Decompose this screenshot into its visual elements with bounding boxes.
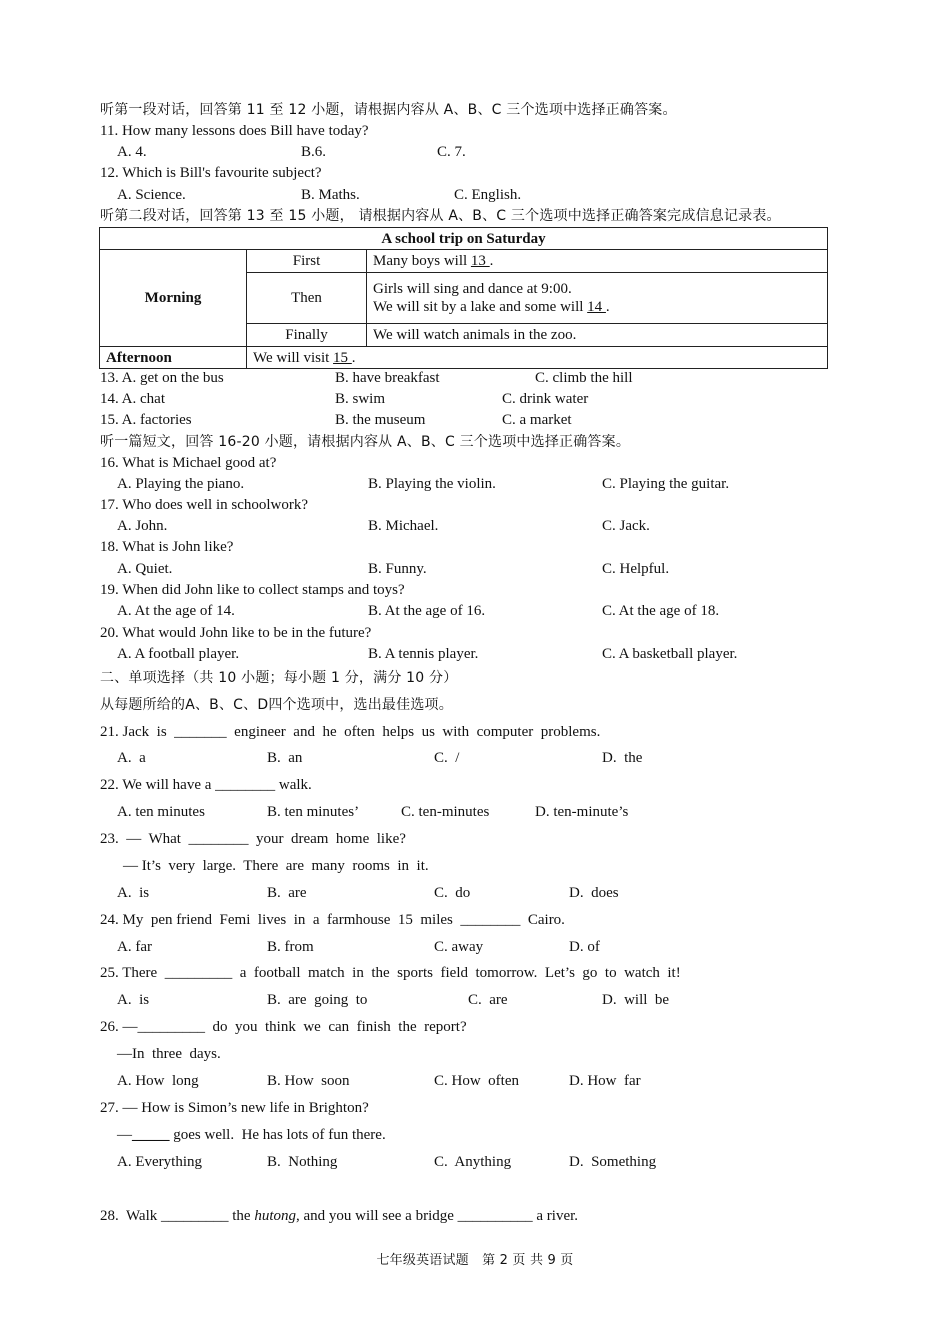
page-footer: 七年级英语试题 第 2 页 共 9 页 — [376, 1253, 574, 1268]
period: . — [605, 299, 610, 315]
period: . — [489, 253, 494, 269]
table-finally-label: Finally — [247, 324, 367, 347]
q11-option-c[interactable]: C. 7. — [437, 144, 466, 160]
q25-option-a[interactable]: A. is — [117, 992, 150, 1008]
q26-option-b[interactable]: B. How soon — [267, 1073, 350, 1089]
q22-option-d[interactable]: D. ten-minute’s — [535, 804, 629, 820]
q13-option-a[interactable]: 13. A. get on the bus — [100, 370, 224, 386]
q12-option-c[interactable]: C. English. — [454, 187, 522, 203]
blank-14[interactable]: 14 — [587, 299, 606, 315]
q21-option-a[interactable]: A. a — [117, 750, 146, 766]
q27-option-d[interactable]: D. Something — [569, 1154, 657, 1170]
q26-reply: —In three days. — [117, 1046, 221, 1062]
q24-option-a[interactable]: A. far — [117, 939, 152, 955]
table-title: A school trip on Saturday — [100, 228, 828, 250]
q27-option-b[interactable]: B. Nothing — [267, 1154, 338, 1170]
q28-text-pre: 28. Walk _________ the — [100, 1208, 255, 1224]
blank-15[interactable]: 15 — [333, 349, 352, 366]
section2-instructions: 听第二段对话，回答第 13 至 15 小题， 请根据内容从 A、B、C 三个选项中选择正确答案完成信息记录表。 — [100, 208, 781, 224]
q23-option-a[interactable]: A. is — [117, 885, 150, 901]
section3-instructions: 听一篇短文，回答 16-20 小题，请根据内容从 A、B、C 三个选项中选择正确答案。 — [100, 434, 631, 450]
q20-option-b[interactable]: B. A tennis player. — [368, 646, 479, 662]
q21-option-b[interactable]: B. an — [267, 750, 303, 766]
q19-option-a[interactable]: A. At the age of 14. — [117, 603, 235, 619]
q19-option-c[interactable]: C. At the age of 18. — [602, 603, 720, 619]
q22-option-c[interactable]: C. ten-minutes — [401, 804, 490, 820]
q14-option-c[interactable]: C. drink water — [502, 391, 589, 407]
q23-option-d[interactable]: D. does — [569, 885, 619, 901]
q17-stem: 17. Who does well in schoolwork? — [100, 497, 309, 513]
q17-option-a[interactable]: A. John. — [117, 518, 168, 534]
table-first-cell — [367, 250, 828, 273]
q23-option-c[interactable]: C. do — [434, 885, 471, 901]
q18-option-a[interactable]: A. Quiet. — [117, 561, 173, 577]
q13-option-c[interactable]: C. climb the hill — [535, 370, 633, 386]
q27-blank[interactable]: _____ — [132, 1127, 170, 1143]
q27-reply-dash: — — [117, 1127, 132, 1143]
q16-option-c[interactable]: C. Playing the guitar. — [602, 476, 730, 492]
q24-option-c[interactable]: C. away — [434, 939, 484, 955]
q23-stem: 23. — What ________ your dream home like? — [100, 831, 406, 847]
q28-text-post: , and you will see a bridge __________ a river. — [296, 1208, 579, 1224]
q11-stem: 11. How many lessons does Bill have today? — [100, 123, 369, 139]
q21-option-d[interactable]: D. the — [602, 750, 643, 766]
table-finally-text: We will watch animals in the zoo. — [367, 324, 828, 347]
table-then-label: Then — [247, 273, 367, 324]
school-trip-table — [99, 227, 828, 369]
q27-stem: 27. — How is Simon’s new life in Brighton? — [100, 1100, 369, 1116]
q25-option-d[interactable]: D. will be — [602, 992, 670, 1008]
table-then-line2: We will sit by a lake and some will — [373, 299, 584, 315]
table-then-line1: Girls will sing and dance at 9:00. — [373, 281, 572, 297]
q16-option-b[interactable]: B. Playing the violin. — [368, 476, 496, 492]
q26-option-a[interactable]: A. How long — [117, 1073, 199, 1089]
q25-option-b[interactable]: B. are going to — [267, 992, 368, 1008]
q24-option-d[interactable]: D. of — [569, 939, 600, 955]
q20-option-a[interactable]: A. A football player. — [117, 646, 240, 662]
table-first-label: First — [247, 250, 367, 273]
q18-option-c[interactable]: C. Helpful. — [602, 561, 670, 577]
q22-option-b[interactable]: B. ten minutes’ — [267, 804, 360, 820]
q16-stem: 16. What is Michael good at? — [100, 455, 277, 471]
q11-option-a[interactable]: A. 4. — [117, 144, 147, 160]
table-then-cell — [367, 273, 828, 324]
q13-option-b[interactable]: B. have breakfast — [335, 370, 440, 386]
blank-13[interactable]: 13 — [470, 253, 490, 269]
q27-option-c[interactable]: C. Anything — [434, 1154, 512, 1170]
q26-stem: 26. —_________ do you think we can finish the report? — [100, 1019, 467, 1035]
q27-reply-text: goes well. He has lots of fun there. — [169, 1127, 386, 1143]
table-afternoon-label: Afternoon — [100, 347, 247, 369]
period: . — [351, 349, 356, 366]
q14-option-b[interactable]: B. swim — [335, 391, 386, 407]
q21-stem: 21. Jack is _______ engineer and he often helps us with computer problems. — [100, 724, 601, 740]
q18-option-b[interactable]: B. Funny. — [368, 561, 427, 577]
table-afternoon-text: We will visit — [253, 349, 330, 366]
section1-instructions: 听第一段对话，回答第 11 至 12 小题，请根据内容从 A、B、C 三个选项中选择正确答案。 — [100, 102, 677, 118]
q15-option-c[interactable]: C. a market — [502, 412, 572, 428]
q23-reply: — It’s very large. There are many rooms in it. — [123, 858, 429, 874]
q27-option-a[interactable]: A. Everything — [117, 1154, 202, 1170]
q12-option-a[interactable]: A. Science. — [117, 187, 186, 203]
table-first-text: Many boys will — [373, 253, 468, 269]
q20-stem: 20. What would John like to be in the future? — [100, 625, 372, 641]
q21-option-c[interactable]: C. / — [434, 750, 460, 766]
grammar-instructions: 从每题所给的A、B、C、D四个选项中，选出最佳选项。 — [100, 697, 453, 713]
q17-option-b[interactable]: B. Michael. — [368, 518, 439, 534]
q15-option-b[interactable]: B. the museum — [335, 412, 426, 428]
table-morning-label: Morning — [100, 250, 247, 347]
q11-option-b[interactable]: B.6. — [301, 144, 327, 160]
grammar-heading: 二、单项选择（共 10 小题；每小题 1 分，满分 10 分） — [100, 670, 458, 686]
q12-option-b[interactable]: B. Maths. — [301, 187, 360, 203]
q17-option-c[interactable]: C. Jack. — [602, 518, 650, 534]
q24-stem: 24. My pen friend Femi lives in a farmhouse 15 miles ________ Cairo. — [100, 912, 565, 928]
q22-option-a[interactable]: A. ten minutes — [117, 804, 205, 820]
q23-option-b[interactable]: B. are — [267, 885, 307, 901]
q18-stem: 18. What is John like? — [100, 539, 234, 555]
q24-option-b[interactable]: B. from — [267, 939, 314, 955]
table-afternoon-cell — [247, 347, 828, 369]
q28-stem — [100, 1207, 578, 1225]
q19-stem: 19. When did John like to collect stamps and toys? — [100, 582, 405, 598]
q15-option-a[interactable]: 15. A. factories — [100, 412, 192, 428]
q26-option-c[interactable]: C. How often — [434, 1073, 519, 1089]
q28-hutong: hutong — [254, 1208, 297, 1224]
q19-option-b[interactable]: B. At the age of 16. — [368, 603, 486, 619]
q14-option-a[interactable]: 14. A. chat — [100, 391, 165, 407]
q25-stem: 25. There _________ a football match in the sports field tomorrow. Let’s go to watch it! — [100, 965, 681, 981]
q27-reply — [117, 1126, 386, 1144]
q25-option-c[interactable]: C. are — [468, 992, 508, 1008]
q22-stem: 22. We will have a ________ walk. — [100, 777, 312, 793]
q20-option-c[interactable]: C. A basketball player. — [602, 646, 738, 662]
q16-option-a[interactable]: A. Playing the piano. — [117, 476, 245, 492]
q12-stem: 12. Which is Bill's favourite subject? — [100, 165, 322, 181]
q26-option-d[interactable]: D. How far — [569, 1073, 641, 1089]
